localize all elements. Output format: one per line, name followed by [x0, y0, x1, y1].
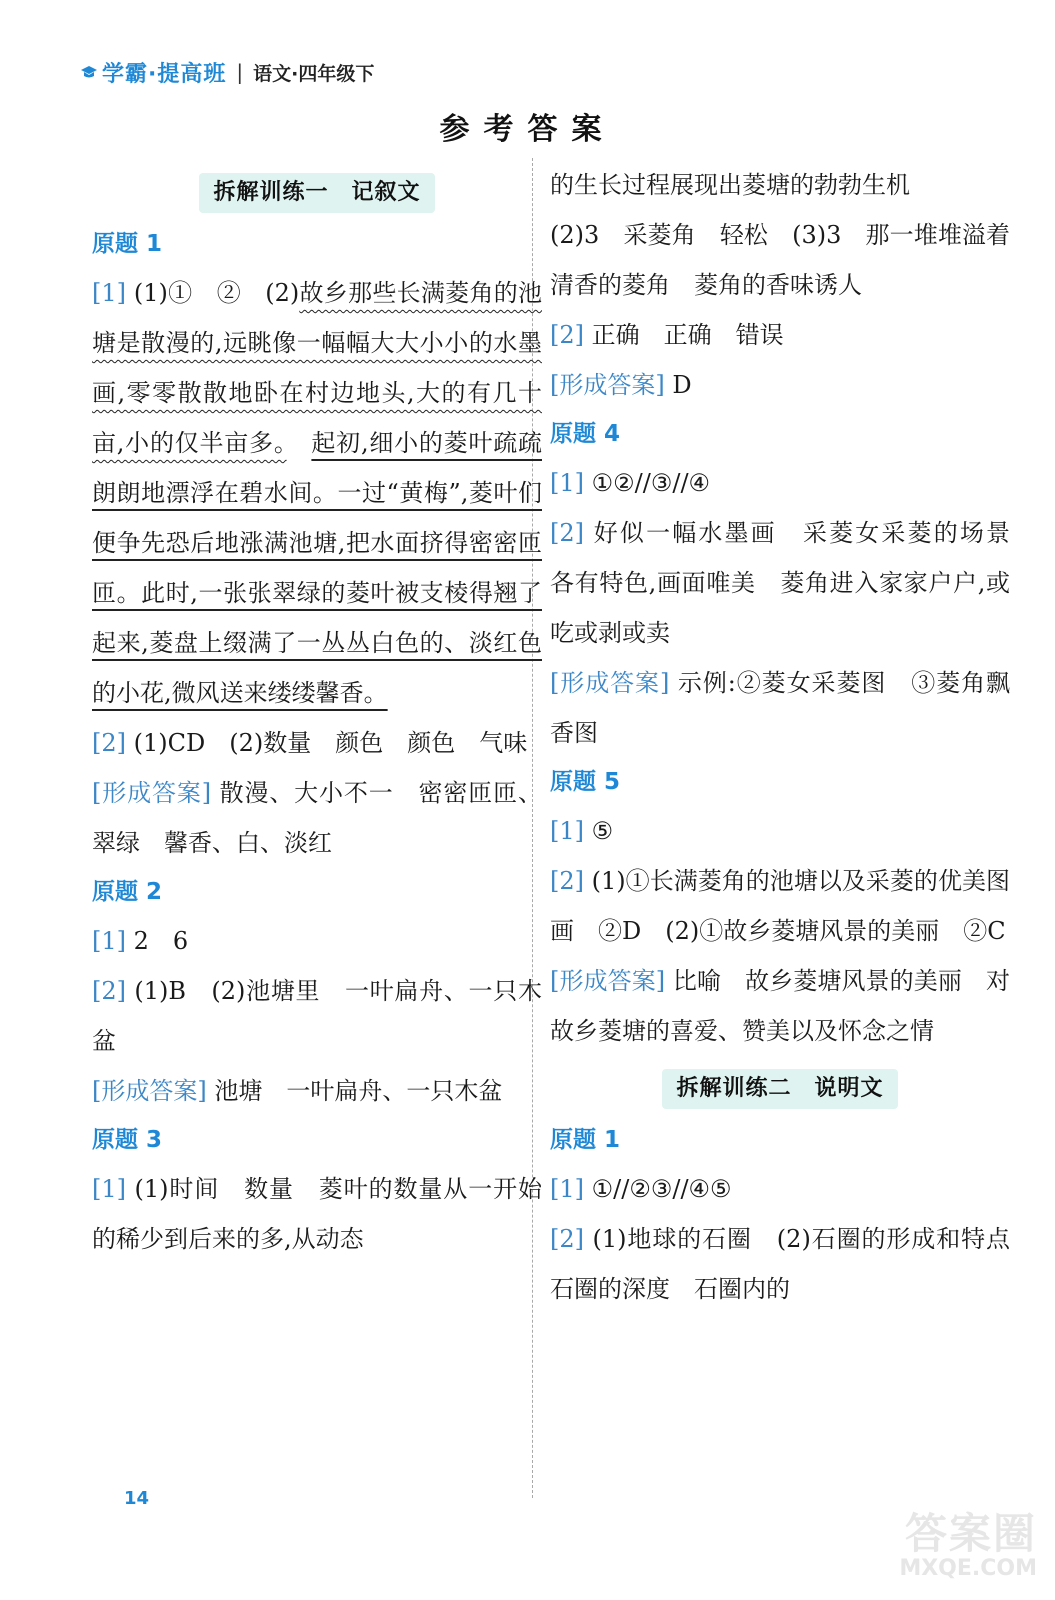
- answer-tag: [2]: [550, 321, 584, 349]
- page-number: 14: [124, 1488, 150, 1509]
- answer-tag: [1]: [92, 279, 126, 307]
- answer-tag: [2]: [550, 519, 584, 547]
- answer-tag: [2]: [550, 1225, 584, 1253]
- formed-answer: [形成答案] 散漫、大小不一 密密匝匝、翠绿 馨香、白、淡红: [92, 779, 542, 857]
- answer-paragraph: [1] (1)① ② (2)故乡那些长满菱角的池塘是散漫的,远眺像一幅幅大大小小的水墨画,零零散散地卧在村边地头,大的有几十亩,小的仅半亩多。 起初,细小的菱叶疏疏朗朗地漂浮在碧水间。一过“黄梅”,菱叶们便争先恐后地涨满池塘,把水面挤得密密匝匝。此时,一张张翠绿的菱叶被支棱得翘了起来,菱盘上缀满了一丛丛白色的、淡红色的小花,微风送来缕缕馨香。: [92, 279, 542, 707]
- brand-name: 学霸·提高班: [102, 61, 227, 87]
- question-heading: 原题 4: [550, 421, 621, 447]
- answer-tag: [1]: [550, 817, 584, 845]
- answer-tag: [1]: [92, 927, 126, 955]
- answer-paragraph: [2] (1)①长满菱角的池塘以及采菱的优美图画 ②D (2)①故乡菱塘风景的美丽 ②C: [550, 867, 1010, 945]
- question-heading: 原题 1: [550, 1127, 621, 1153]
- question-heading: 原题 2: [92, 879, 163, 905]
- answer-paragraph: [1] 2 6: [92, 927, 189, 955]
- section-heading-expository: 拆解训练二 说明文: [550, 1062, 1010, 1112]
- section-heading-narrative: 拆解训练一 记叙文: [92, 166, 542, 216]
- answer-paragraph: (2)3 采菱角 轻松 (3)3 那一堆堆溢着清香的菱角 菱角的香味诱人: [550, 221, 1010, 299]
- formed-answer-tag: [形成答案]: [550, 371, 665, 399]
- question-heading: 原题 5: [550, 769, 621, 795]
- formed-answer-tag: [形成答案]: [92, 1077, 207, 1105]
- left-column: [92, 160, 542, 1264]
- answer-continuation: 的生长过程展现出菱塘的勃勃生机: [550, 171, 910, 199]
- answer-tag: [1]: [550, 1175, 584, 1203]
- page-header: [80, 56, 374, 88]
- answer-tag: [1]: [550, 469, 584, 497]
- answer-paragraph: [2] 正确 正确 错误: [550, 321, 784, 349]
- graduation-cap-icon: [80, 65, 98, 79]
- answer-paragraph: [1] ①//②③//④⑤: [550, 1175, 732, 1203]
- page-title: 参考答案: [439, 112, 616, 147]
- answer-paragraph: [1] ①②//③//④: [550, 469, 711, 497]
- formed-answer-tag: [形成答案]: [92, 779, 212, 807]
- watermark-logo: 答案圈 MXQE.COM: [899, 1509, 1037, 1581]
- answer-tag: [2]: [92, 729, 126, 757]
- formed-answer: [形成答案] D: [550, 371, 692, 399]
- answer-paragraph: [1] ⑤: [550, 817, 614, 845]
- answer-paragraph: [2] 好似一幅水墨画 采菱女采菱的场景 各有特色,画面唯美 菱角进入家家户户,或吃或剥或卖: [550, 519, 1034, 647]
- question-heading: 原题 3: [92, 1127, 163, 1153]
- formed-answer: [形成答案] 池塘 一叶扁舟、一只木盆: [92, 1077, 503, 1105]
- answer-paragraph: [1] (1)时间 数量 菱叶的数量从一开始的稀少到后来的多,从动态: [92, 1175, 542, 1253]
- answer-tag: [2]: [550, 867, 584, 895]
- answer-tag: [2]: [92, 977, 126, 1005]
- formed-answer: [形成答案] 示例:②菱女采菱图 ③菱角飘香图: [550, 669, 1010, 747]
- answer-paragraph: [2] (1)地球的石圈 (2)石圈的形成和特点 石圈的深度 石圈内的: [550, 1225, 1034, 1303]
- answer-paragraph: [2] (1)CD (2)数量 颜色 颜色 气味: [92, 729, 528, 757]
- right-column: [550, 160, 1034, 1314]
- formed-answer: [形成答案] 比喻 故乡菱塘风景的美丽 对故乡菱塘的喜爱、赞美以及怀念之情: [550, 967, 1010, 1045]
- question-heading: 原题 1: [92, 231, 163, 257]
- subject-grade: 语文·四年级下: [253, 62, 375, 85]
- answer-tag: [1]: [92, 1175, 126, 1203]
- header-separator: |: [236, 60, 244, 84]
- formed-answer-tag: [形成答案]: [550, 669, 670, 697]
- underlined-text: 起初,细小的菱叶疏疏朗朗地漂浮在碧水间。一过“黄梅”,菱叶们便争先恐后地涨满池塘,把水面挤得密密匝匝。此时,一张张翠绿的菱叶被支棱得翘了起来,菱盘上缀满了一丛丛白色的、淡红色的小花,微风送来缕缕馨香。: [92, 429, 542, 707]
- brand-logo: [80, 57, 226, 88]
- answer-paragraph: [2] (1)B (2)池塘里 一叶扁舟、一只木盆: [92, 977, 542, 1055]
- wavy-underlined-text: 故乡那些长满菱角的池塘是散漫的,远眺像一幅幅大大小小的水墨画,零零散散地卧在村边地头,大的有几十亩,小的仅半亩多。: [92, 279, 542, 457]
- formed-answer-tag: [形成答案]: [550, 967, 666, 995]
